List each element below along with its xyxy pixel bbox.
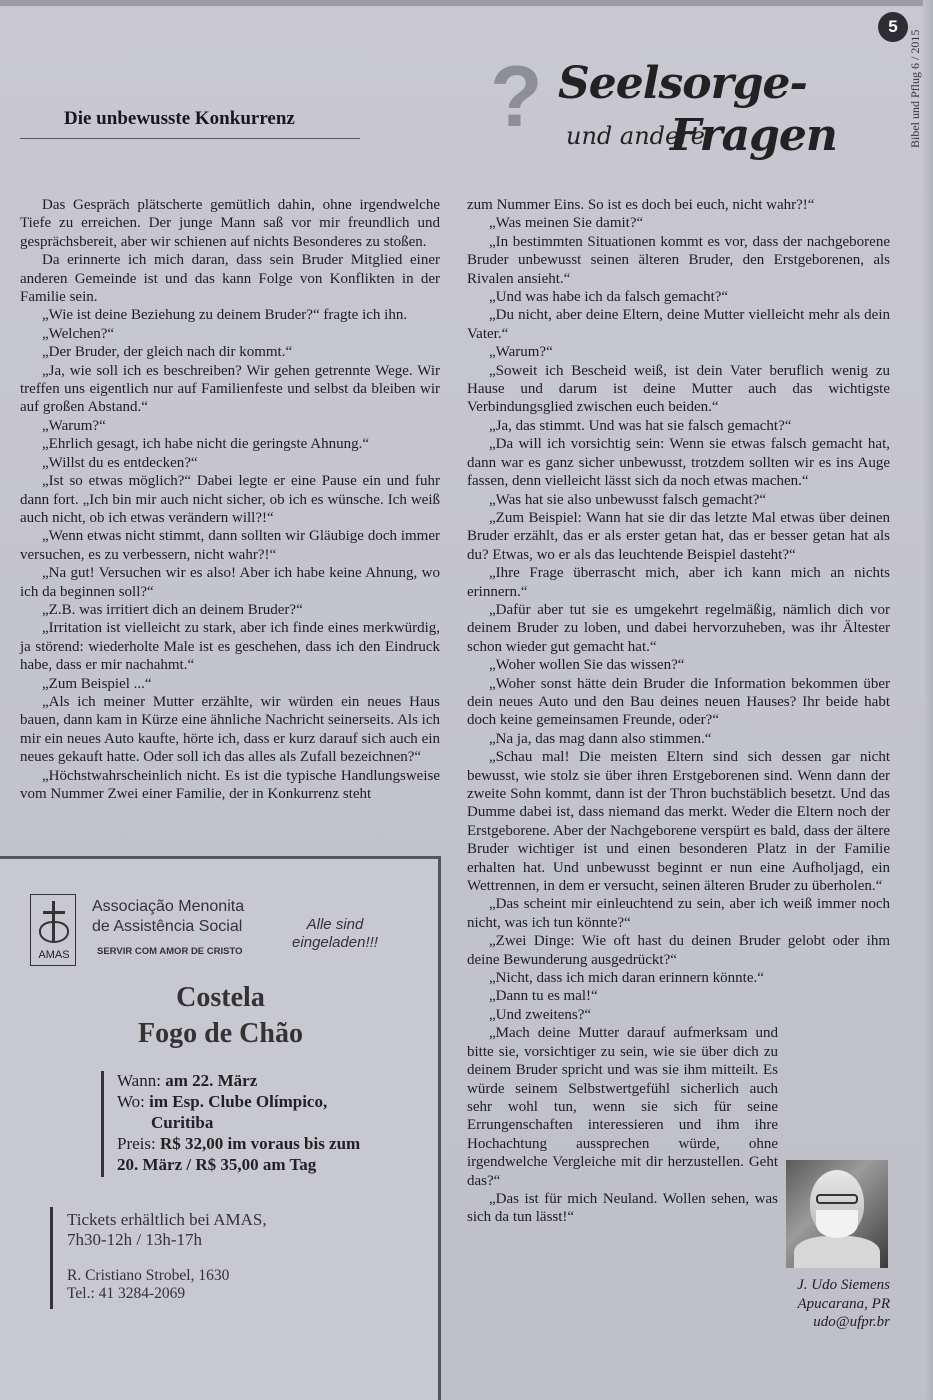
logo-line-3: Fragen bbox=[670, 110, 837, 161]
article-paragraph: „Was hat sie also unbewusst falsch gemacht?“ bbox=[489, 491, 767, 508]
event-title-line-1: Costela bbox=[176, 982, 265, 1013]
article-paragraph: „Und was habe ich da falsch gemacht?“ bbox=[489, 289, 729, 306]
event-price: Preis: R$ 32,00 im voraus bis zum bbox=[117, 1134, 361, 1153]
author-place: Apucarana, PR bbox=[797, 1295, 890, 1312]
article-left-column bbox=[20, 196, 440, 803]
event-when: Wann: am 22. März bbox=[117, 1071, 258, 1090]
author-credit bbox=[770, 1276, 890, 1332]
article-title: Die unbewusste Konkurrenz bbox=[64, 108, 295, 129]
contact-address bbox=[67, 1267, 229, 1303]
page-number-badge: 5 bbox=[878, 12, 908, 42]
article-paragraph: Das Gespräch plätscherte gemütlich dahin, ohne irgendwelche Tiefe zu erreichen. Der junge Mann saß vor mir freundlich und gesprächsbereit, aber wir schienen auf nichts Besonderes zu stoßen. bbox=[20, 197, 440, 250]
article-right-column bbox=[467, 196, 890, 1227]
tickets-accent-bar bbox=[50, 1207, 53, 1309]
event-price-line-2: 20. März / R$ 35,00 am Tag bbox=[117, 1155, 317, 1174]
title-underline bbox=[20, 138, 360, 139]
ticket-info bbox=[67, 1210, 267, 1250]
publication-side-text: Bibel und Pflug 6 / 2015 bbox=[908, 29, 922, 148]
article-paragraph: „Dann tu es mal!“ bbox=[489, 988, 598, 1005]
invite-line-2: eingeladen!!! bbox=[292, 934, 378, 951]
article-paragraph: „Z.B. was irritiert dich an deinem Bruder?“ bbox=[42, 601, 303, 618]
article-paragraph: „Zum Beispiel ...“ bbox=[42, 675, 152, 692]
org-name-line-2: de Assistência Social bbox=[92, 918, 243, 935]
article-paragraph: zum Nummer Eins. So ist es doch bei euch, nicht wahr?!“ bbox=[467, 197, 815, 213]
article-paragraph: Da erinnerte ich mich daran, dass sein Bruder Mitglied einer anderen Gemeinde ist und das kann Folge von Konflikten in der Familie sein. bbox=[20, 252, 440, 306]
article-paragraph: „Woher sonst hätte dein Bruder die Information bekommen über dein neues Auto und den Bau deines neuen Hauses? Ihr beide habt doch keine gemeinsamen Freunde, oder?“ bbox=[467, 675, 890, 729]
article-paragraph: „Und zweitens?“ bbox=[489, 1006, 592, 1023]
section-logo bbox=[490, 49, 837, 182]
article-paragraph: „Ihre Frage überrascht mich, aber ich kann mich an nichts erinnern.“ bbox=[467, 565, 890, 600]
tickets-line-1: Tickets erhältlich bei AMAS, bbox=[67, 1210, 267, 1229]
article-paragraph: „Irritation ist vielleicht zu stark, aber ich finde eines merkwürdig, ja störend: wiederholte Male ist es geschehen, dass ich den Eindruck habe, dass er mir nachahmt.“ bbox=[20, 620, 440, 674]
article-paragraph: „Schau mal! Die meisten Eltern sind sich dessen gar nicht bewusst, wie stolz sie über ihren Erstgeborenen sind. Wenn dann der zweite Sohn kommt, dann ist der Thron buchstäblich besetzt. Und das Dumme dabei ist, dass niemand das merkt. Weder die Eltern noch der Erstgeborene. Aber der Nachgeborene verspürt es bald, dass der ältere Bruder wichtiger ist und einen besonderen Platz in der Familie erhalten hat. Und unbewusst beginnt er nun eine Aufholjagd, ein Wettrennen, in dem er versucht, seinen älteren Bruder zu überholen.“ bbox=[467, 749, 890, 895]
article-paragraph: „Da will ich vorsichtig sein: Wenn sie etwas falsch gemacht hat, dann war es ganz sicher unbewusst, trotzdem sollten wir es ins Auge fassen, denn vielleicht lässt sich da noch etwas machen.“ bbox=[467, 436, 890, 490]
author-email: udo@ufpr.br bbox=[813, 1314, 890, 1330]
article-paragraph: „Wenn etwas nicht stimmt, dann sollten wir Gläubige doch immer versuchen, es zu verbessern, nicht wahr?!“ bbox=[20, 528, 440, 563]
article-paragraph: „Ist so etwas möglich?“ Dabei legte er eine Pause ein und fuhr dann fort. „Ich bin mir auch nicht sicher, ob ich es wünsche. Ich weiß auch nicht, ob ich etwas verändern will?!“ bbox=[20, 473, 440, 526]
article-paragraph: „Soweit ich Bescheid weiß, ist dein Vater beruflich wenig zu Hause und darum ist deine Mutter auch das wichtigste Verbindungsglied zwischen euch beiden.“ bbox=[467, 362, 890, 416]
event-details bbox=[117, 1070, 360, 1175]
address-line: R. Cristiano Strobel, 1630 bbox=[67, 1267, 230, 1284]
event-where-city: Curitiba bbox=[151, 1113, 214, 1132]
article-paragraph: „Na gut! Versuchen wir es also! Aber ich habe keine Ahnung, wo ich da beginnen soll?“ bbox=[20, 565, 440, 600]
organization-name bbox=[92, 897, 244, 937]
logo-line-2: und andere bbox=[566, 122, 705, 150]
amas-logo bbox=[30, 894, 76, 966]
article-paragraph: „Willst du es entdecken?“ bbox=[42, 454, 198, 471]
author-name: J. Udo Siemens bbox=[797, 1277, 890, 1293]
article-paragraph: „Woher wollen Sie das wissen?“ bbox=[489, 657, 685, 674]
article-paragraph: „Zum Beispiel: Wann hat sie dir das letzte Mal etwas über deinen Bruder erzählt, das er als erster getan hat, das er besser getan hat als du? Etwas, wo er als das leuchtende Beispiel dasteht?“ bbox=[467, 509, 890, 563]
page-top-edge bbox=[0, 0, 933, 6]
details-accent-bar bbox=[101, 1071, 104, 1177]
article-paragraph: „Warum?“ bbox=[489, 344, 553, 361]
article-paragraph: „Als ich meiner Mutter erzählte, wir würden ein neues Haus bauen, dann kam in Kürze eine ähnliche Nachricht seinerseits. Als ich mir ein neues Auto kaufte, hörte ich, dass er kurz darauf sich auch ein neues gekauft hatte. Oder soll ich das alles als Zufall bezeichnen?“ bbox=[20, 693, 440, 766]
author-photo bbox=[786, 1160, 888, 1268]
phone-line: Tel.: 41 3284-2069 bbox=[67, 1285, 186, 1302]
logo-line-1: Seelsorge- bbox=[558, 58, 807, 109]
article-paragraph: „Ja, das stimmt. Und was hat sie falsch gemacht?“ bbox=[489, 417, 792, 434]
tickets-line-2: 7h30-12h / 13h-17h bbox=[67, 1230, 203, 1249]
article-paragraph: „Nicht, dass ich mich daran erinnern könnte.“ bbox=[489, 970, 764, 987]
event-title-line-2: Fogo de Chão bbox=[138, 1018, 303, 1049]
article-paragraph: „Der Bruder, der gleich nach dir kommt.“ bbox=[42, 344, 293, 361]
article-paragraph: „Zwei Dinge: Wie oft hast du deinen Bruder gelobt oder ihm deine Bewunderung ausgedrückt?“ bbox=[467, 933, 890, 968]
article-paragraph: „Ehrlich gesagt, ich habe nicht die geringste Ahnung.“ bbox=[42, 436, 369, 453]
article-paragraph: „Das scheint mir einleuchtend zu sein, aber ich weiß immer noch nicht, was ich tun könnte?“ bbox=[467, 896, 890, 931]
question-mark-icon: ? bbox=[490, 49, 543, 145]
amas-logo-text: AMAS bbox=[38, 949, 70, 961]
org-name-line-1: Associação Menonita bbox=[92, 898, 245, 915]
event-title bbox=[0, 980, 441, 1052]
article-paragraph: „Höchstwahrscheinlich nicht. Es ist die typische Handlungsweise vom Nummer Zwei einer Familie, der in Konkurrenz steht bbox=[20, 767, 440, 802]
article-paragraph: „Du nicht, aber deine Eltern, deine Mutter vielleicht mehr als dein Vater.“ bbox=[467, 307, 890, 342]
organization-motto: SERVIR COM AMOR DE CRISTO bbox=[97, 946, 243, 957]
event-where: Wo: im Esp. Clube Olímpico, bbox=[117, 1092, 328, 1111]
article-paragraph: „Was meinen Sie damit?“ bbox=[489, 215, 644, 232]
article-paragraph: „Warum?“ bbox=[42, 417, 106, 434]
article-paragraph: „Das ist für mich Neuland. Wollen sehen, was sich da tun lässt!“ bbox=[467, 1190, 778, 1226]
article-paragraph: „Welchen?“ bbox=[42, 325, 115, 342]
article-paragraph: „Dafür aber tut sie es umgekehrt regelmäßig, nämlich dich vor deinem Bruder zu loben, und dabei hervorzuheben, was ihr Ältester schon wieder gut gemacht hat.“ bbox=[467, 601, 890, 655]
article-paragraph: „Wie ist deine Beziehung zu deinem Bruder?“ fragte ich ihn. bbox=[42, 307, 408, 324]
article-paragraph: „Na ja, das mag dann also stimmen.“ bbox=[489, 730, 712, 747]
article-paragraph: „Ja, wie soll ich es beschreiben? Wir gehen getrennte Wege. Wir treffen uns eigentlich nur auf Familienfeste und selbst da bleiben wir auf großen Abstand.“ bbox=[20, 362, 440, 416]
page-right-edge bbox=[923, 0, 933, 1400]
invitation-text bbox=[280, 916, 390, 952]
heart-icon bbox=[39, 921, 69, 943]
invite-line-1: Alle sind bbox=[306, 916, 364, 933]
article-paragraph: „Mach deine Mutter darauf aufmerksam und bitte sie, vorsichtiger zu sein, wie sie über dich zu deinem Bruder spricht und was sie ihm mitteilt. Es würde seinem Selbstwertgefühl sicherlich auch sehr wohl tun, wenn sie sich für seine Errungenschaften interessieren und ihm ihre Hochachtung aussprechen würde, ohne irgendwelche Vergleiche mit dir herzustellen. Geht das?“ bbox=[467, 1025, 778, 1189]
article-paragraph: „In bestimmten Situationen kommt es vor, dass der nachgeborene Bruder unbewusst seinen älteren Bruder, den Erstgeborenen, als Rivalen ansieht.“ bbox=[467, 233, 890, 287]
